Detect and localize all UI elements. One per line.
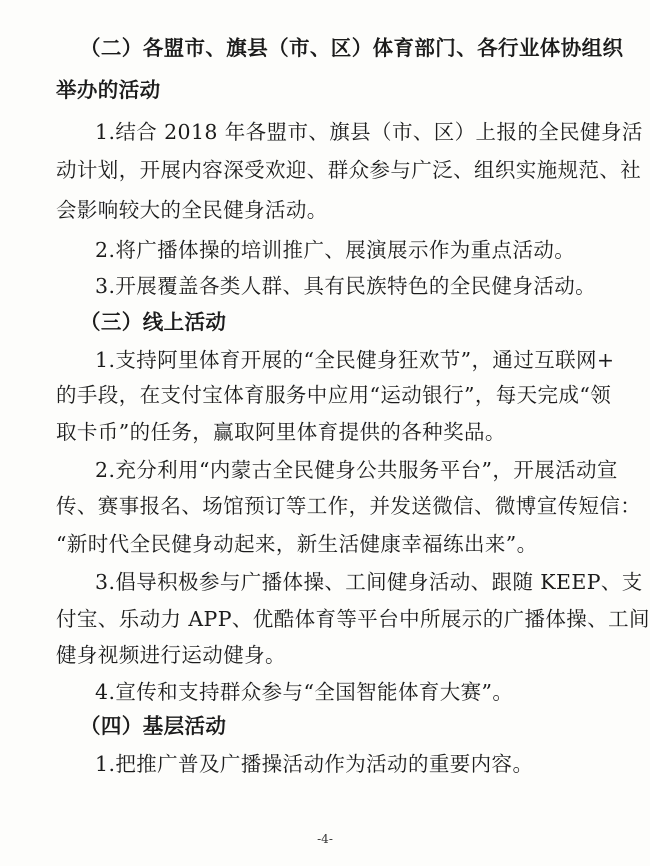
paragraph-line: 4.宣传和支持群众参与“全国智能体育大赛”。 [95, 680, 514, 704]
paragraph-line: 的手段，在支付宝体育服务中应用“运动银行”，每天完成“领 [56, 383, 612, 407]
paragraph-line: 1.把推广普及广播操活动作为活动的重要内容。 [95, 752, 534, 776]
paragraph-line: “新时代全民健身动起来，新生活健康幸福练出来”。 [56, 532, 538, 556]
section-heading-2-continued: 举办的活动 [56, 78, 161, 102]
paragraph-line: 3.倡导积极参与广播体操、工间健身活动、跟随 KEEP、支 [95, 570, 643, 594]
section-heading-4: （四）基层活动 [80, 714, 227, 738]
paragraph-line: 传、赛事报名、场馆预订等工作，并发送微信、微博宣传短信： [56, 494, 642, 518]
paragraph-line: 2.充分利用“内蒙古全民健身公共服务平台”，开展活动宣 [95, 458, 618, 482]
paragraph-line: 1.结合 2018 年各盟市、旗县（市、区）上报的全民健身活 [95, 120, 643, 144]
paragraph-line: 3.开展覆盖各类人群、具有民族特色的全民健身活动。 [95, 274, 597, 298]
section-heading-2: （二）各盟市、旗县（市、区）体育部门、各行业体协组织 [80, 36, 624, 60]
page-number: -4- [317, 832, 333, 846]
paragraph-line: 取卡币”的任务，赢取阿里体育提供的各种奖品。 [56, 420, 506, 444]
paragraph-line: 健身视频进行运动健身。 [56, 643, 286, 667]
paragraph-line: 2.将广播体操的培训推广、展演展示作为重点活动。 [95, 238, 576, 262]
paragraph-line: 动计划，开展内容深受欢迎、群众参与广泛、组织实施规范、社 [56, 158, 642, 182]
paragraph-line: 付宝、乐动力 APP、优酷体育等平台中所展示的广播体操、工间 [56, 607, 650, 631]
paragraph-line: 会影响较大的全民健身活动。 [56, 198, 328, 222]
paragraph-line: 1.支持阿里体育开展的“全民健身狂欢节”，通过互联网+ [95, 348, 615, 372]
section-heading-3: （三）线上活动 [80, 310, 227, 334]
